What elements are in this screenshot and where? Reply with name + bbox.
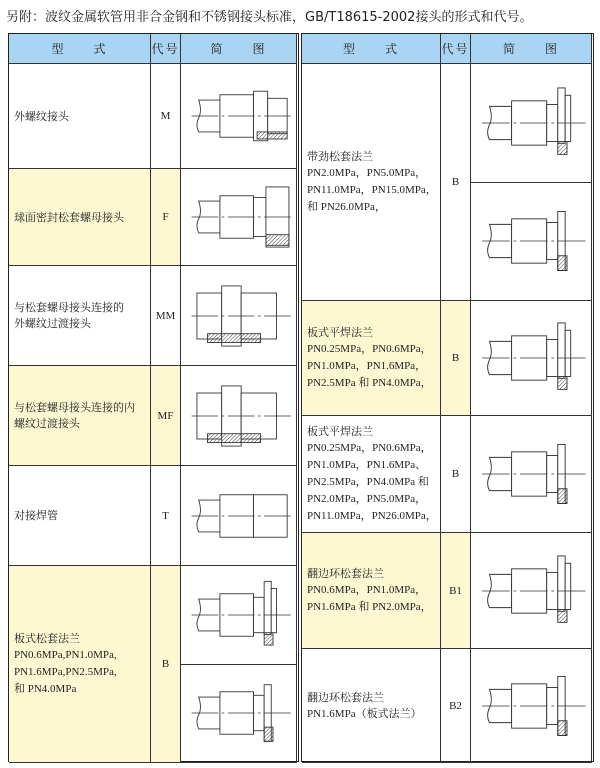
fitting-name: 翻边环松套法兰 — [307, 690, 384, 704]
fitting-name: 板式平焊法兰 — [307, 326, 373, 339]
slip-on-flange-hub-diagram — [471, 416, 592, 533]
fitting-spec-line: PN0.25MPa，PN0.6MPa， — [307, 343, 432, 355]
fitting-type — [9, 566, 151, 763]
fitting-spec-line: PN1.6MPa（板式法兰） — [307, 707, 422, 720]
fitting-spec-line: PN2.5MPa 和 PN4.0MPa， — [307, 377, 432, 389]
female-adapter-fitting-icon — [181, 376, 296, 456]
fitting-code: B — [151, 566, 181, 763]
fitting-type — [9, 169, 151, 266]
fitting-spec-line: PN1.6MPa,PN2.5MPa, — [14, 666, 117, 678]
fitting-spec-line: 外螺纹过渡接头 — [14, 317, 91, 330]
left-table — [8, 33, 299, 762]
fitting-spec-line: PN1.0MPa，PN1.6MPa， — [307, 360, 427, 372]
neck-flange-fitting-icon — [471, 83, 591, 163]
neck-flange-hub-diagram — [471, 183, 592, 302]
fitting-type — [302, 64, 441, 301]
fitting-spec-line: PN11.0MPa，PN15.0MPa， — [307, 184, 437, 196]
fitting-spec-line: PN2.0MPa，PN5.0MPa， — [307, 493, 427, 505]
fitting-name: 板式松套法兰 — [14, 632, 80, 645]
fitting-spec-line: PN0.6MPa,PN1.0MPa, — [14, 649, 117, 661]
slip-on-flange-fitting-icon — [471, 318, 591, 398]
lap-flange-fitting-icon — [181, 575, 296, 655]
fitting-code: B2 — [441, 649, 471, 763]
fitting-code: B — [441, 301, 471, 416]
flared-ring-flange-fitting-icon — [471, 551, 591, 631]
male-thread-diagram — [181, 64, 297, 169]
fitting-code: MF — [151, 366, 181, 466]
fitting-type — [302, 533, 441, 649]
fitting-code: M — [151, 64, 181, 169]
fitting-type — [9, 266, 151, 366]
neck-flange-hub-fitting-icon — [471, 201, 591, 281]
fitting-code: B — [441, 416, 471, 533]
butt-weld-diagram — [181, 466, 297, 566]
fitting-spec-line: 螺纹过渡接头 — [14, 417, 80, 430]
fitting-spec-line: 和 PN26.0MPa， — [307, 201, 386, 213]
fitting-type — [302, 649, 441, 763]
lap-flange-hub-diagram — [181, 665, 297, 764]
fitting-type — [9, 366, 151, 466]
lap-flange-diagram — [181, 566, 297, 665]
fitting-code: F — [151, 169, 181, 266]
header-code: 代号 — [151, 34, 181, 64]
fitting-name: 外螺纹接头 — [14, 109, 69, 123]
neck-flange-diagram — [471, 64, 592, 183]
fitting-name: 对接焊管 — [14, 509, 58, 522]
female-adapter-diagram — [181, 366, 297, 466]
lap-flange-hub-fitting-icon — [181, 673, 296, 753]
fitting-spec-line: PN0.6MPa，PN1.0MPa， — [307, 584, 427, 596]
header-type: 型 式 — [9, 34, 151, 64]
flared-ring-plate-flange-diagram — [471, 649, 592, 763]
fitting-name: 翻边环松套法兰 — [307, 567, 384, 580]
header-type: 型 式 — [302, 34, 441, 64]
flared-ring-flange-diagram — [471, 533, 592, 649]
fitting-name: 与松套螺母接头连接的内 — [14, 400, 135, 414]
fitting-code: B1 — [441, 533, 471, 649]
fitting-spec-line: PN2.0MPa，PN5.0MPa， — [307, 167, 427, 179]
male-thread-fitting-icon — [181, 76, 296, 156]
fitting-spec-line: 和 PN4.0MPa — [14, 683, 77, 695]
header-code: 代号 — [441, 34, 471, 64]
fitting-code: B — [441, 64, 471, 301]
slip-on-flange-diagram — [471, 301, 592, 416]
fitting-name: 与松套螺母接头连接的 — [14, 300, 124, 314]
fitting-spec-line: PN1.6MPa 和 PN2.0MPa， — [307, 601, 432, 613]
fitting-type — [9, 466, 151, 566]
male-adapter-diagram — [181, 266, 297, 366]
fitting-type — [302, 301, 441, 416]
fitting-spec-line: PN0.25MPa，PN0.6MPa， — [307, 442, 432, 454]
page-title: 另附：波纹金属软管用非合金钢和不锈钢接头标准，GB/T18615-2002接头的形式和代号。 — [6, 10, 533, 25]
fitting-name: 板式平焊法兰 — [307, 425, 373, 438]
fitting-type — [9, 64, 151, 169]
fitting-spec-line: PN1.0MPa，PN1.6MPa、 — [307, 459, 427, 471]
butt-weld-fitting-icon — [181, 476, 296, 556]
swivel-nut-fitting-icon — [181, 177, 296, 257]
fitting-type — [302, 416, 441, 533]
fitting-code: MM — [151, 266, 181, 366]
fitting-name: 带劲松套法兰 — [307, 150, 373, 163]
fitting-name: 球面密封松套螺母接头 — [14, 210, 124, 224]
male-adapter-fitting-icon — [181, 276, 296, 356]
slip-on-flange-hub-fitting-icon — [471, 434, 591, 514]
header-figure: 简 图 — [181, 34, 297, 64]
fitting-spec-line: PN11.0MPa，PN26.0MPa， — [307, 510, 437, 522]
right-table — [301, 33, 594, 762]
swivel-nut-diagram — [181, 169, 297, 266]
fitting-code: T — [151, 466, 181, 566]
fitting-spec-line: PN2.5MPa，PN4.0MPa 和 — [307, 476, 429, 488]
flared-ring-plate-flange-fitting-icon — [471, 666, 591, 746]
header-figure: 简 图 — [471, 34, 592, 64]
